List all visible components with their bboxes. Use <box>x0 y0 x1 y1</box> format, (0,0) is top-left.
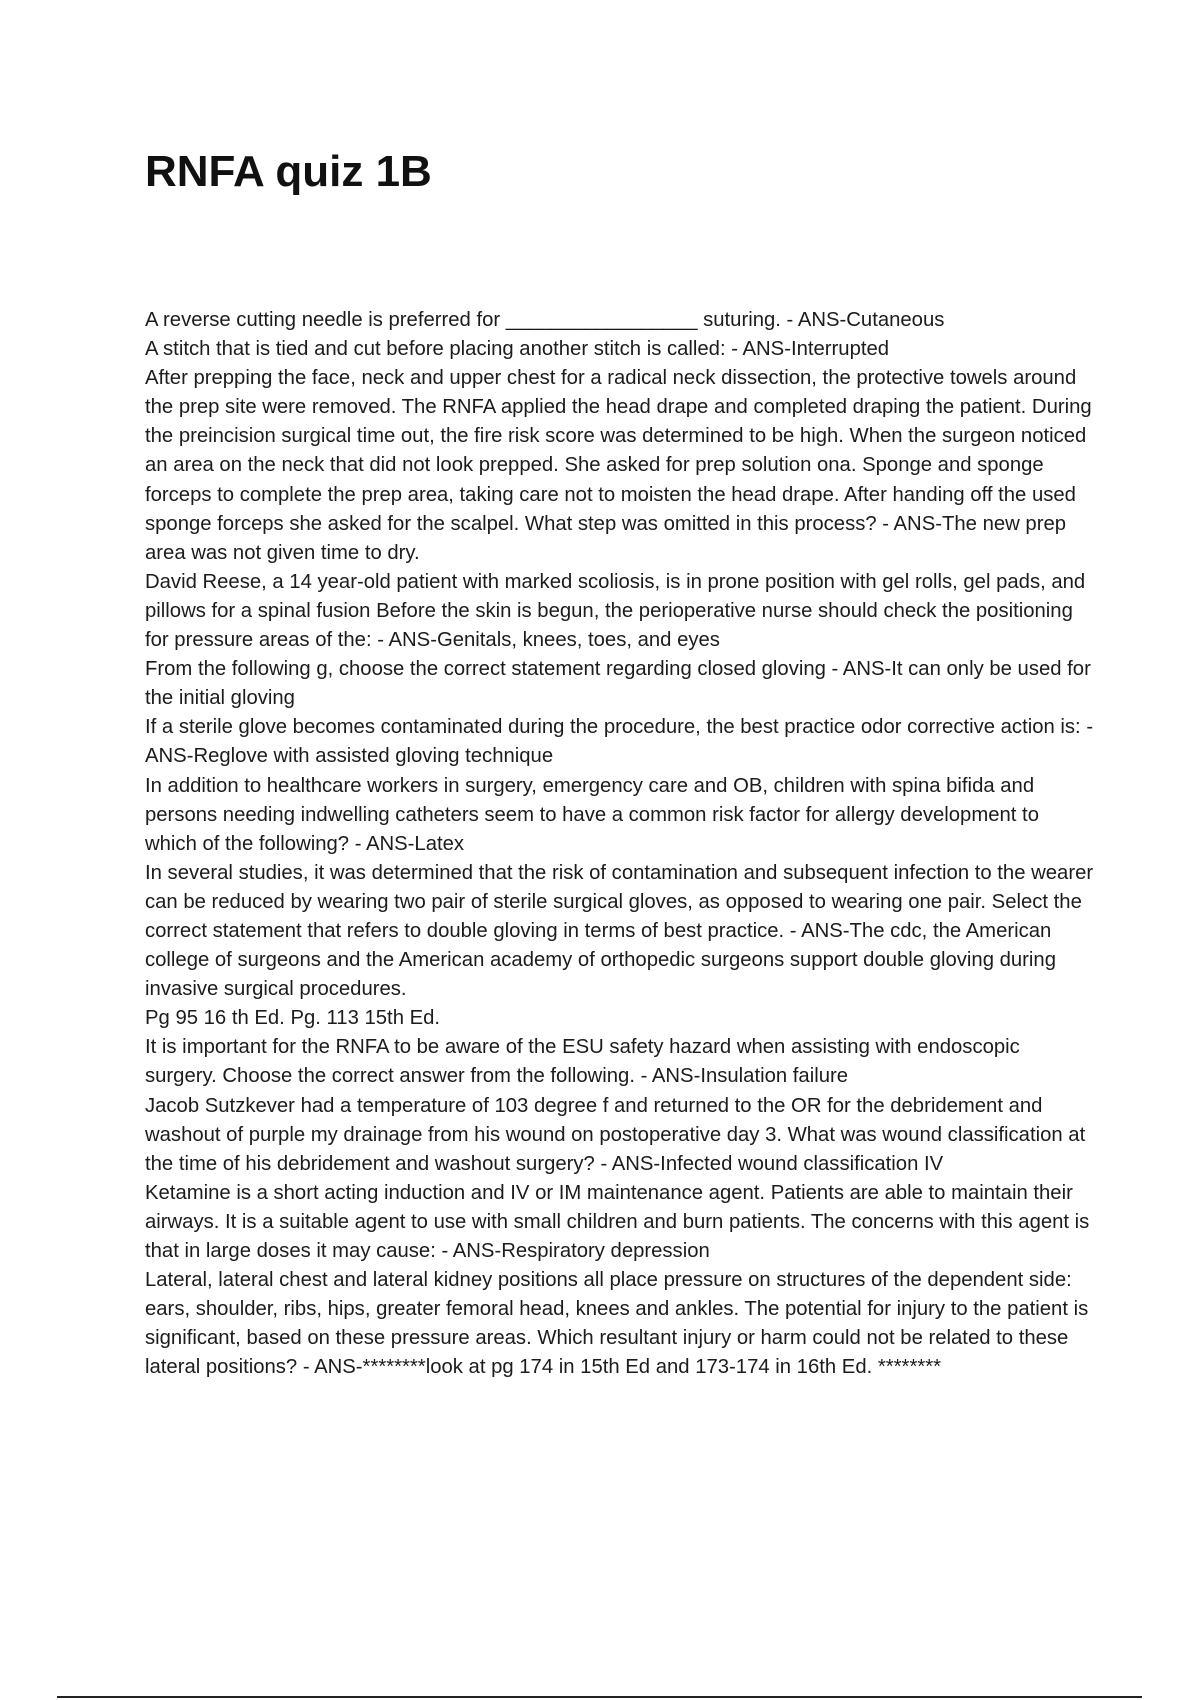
qa-item: A stitch that is tied and cut before placing another stitch is called: - ANS-Interrupted <box>145 338 890 361</box>
footer-divider <box>57 1696 1142 1698</box>
qa-item: In several studies, it was determined that the risk of contamination and subsequent infection to the wearer can be reduced by wearing two pair of sterile surgical gloves, as opposed to wearing one pair. Select the correct statement that refers to double gloving in terms of best practice. - ANS-The cdc, the American college of surgeons and the American academy of orthopedic surgeons support double gloving during invasive surgical procedures. <box>145 861 1094 1001</box>
page-reference: Pg 95 16 th Ed. Pg. 113 15th Ed. <box>145 1007 441 1030</box>
qa-item: If a sterile glove becomes contaminated during the procedure, the best practice odor corrective action is: - ANS-Reglove with assisted gloving technique <box>145 716 1094 768</box>
qa-item: A reverse cutting needle is preferred for _________________ suturing. - ANS-Cutaneous <box>145 309 945 331</box>
qa-item: It is important for the RNFA to be aware of the ESU safety hazard when assisting with endoscopic surgery. Choose the correct answer from the following. - ANS-Insulation failure <box>145 1036 1020 1088</box>
quiz-content <box>145 306 1095 1382</box>
qa-item: Lateral, lateral chest and lateral kidney positions all place pressure on structures of the dependent side: ears, shoulder, ribs, hips, greater femoral head, knees and ankles. The potential for injury to the patient is significant, based on these pressure areas. Which resultant injury or harm could not be related to these lateral positions? - ANS-********look at pg 174 in 15th Ed and 173-174 in 16th Ed. ******** <box>145 1269 1089 1379</box>
qa-item: Jacob Sutzkever had a temperature of 103 degree f and returned to the OR for the debridement and washout of purple my drainage from his wound on postoperative day 3. What was wound classification at the time of his debridement and washout surgery? - ANS-Infected wound classification IV <box>145 1094 1086 1175</box>
qa-item: From the following g, choose the correct statement regarding closed gloving - ANS-It can only be used for the initial gloving <box>145 658 1091 710</box>
qa-item: In addition to healthcare workers in surgery, emergency care and OB, children with spina bifida and persons needing indwelling catheters seem to have a common risk factor for allergy development to which of the following? - ANS-Latex <box>145 774 1039 855</box>
qa-item: David Reese, a 14 year-old patient with marked scoliosis, is in prone position with gel rolls, gel pads, and pillows for a spinal fusion Before the skin is begun, the perioperative nurse should check the positioning for pressure areas of the: - ANS-Genitals, knees, toes, and eyes <box>145 570 1086 652</box>
page-title: RNFA quiz 1B <box>145 147 432 196</box>
qa-item: After prepping the face, neck and upper chest for a radical neck dissection, the protective towels around the prep site were removed. The RNFA applied the head drape and completed draping the patient. During the preincision surgical time out, the fire risk score was determined to be high. When the surgeon noticed an area on the neck that did not look prepped. She asked for prep solution ona. Sponge and sponge forceps to complete the prep area, taking care not to moisten the head drape. After handing off the used sponge forceps she asked for the scalpel. What step was omitted in this process? - ANS-The new prep area was not given time to dry. <box>145 367 1092 564</box>
qa-item: Ketamine is a short acting induction and IV or IM maintenance agent. Patients are able to maintain their airways. It is a suitable agent to use with small children and burn patients. The concerns with this agent is that in large doses it may cause: - ANS-Respiratory depression <box>145 1181 1090 1262</box>
